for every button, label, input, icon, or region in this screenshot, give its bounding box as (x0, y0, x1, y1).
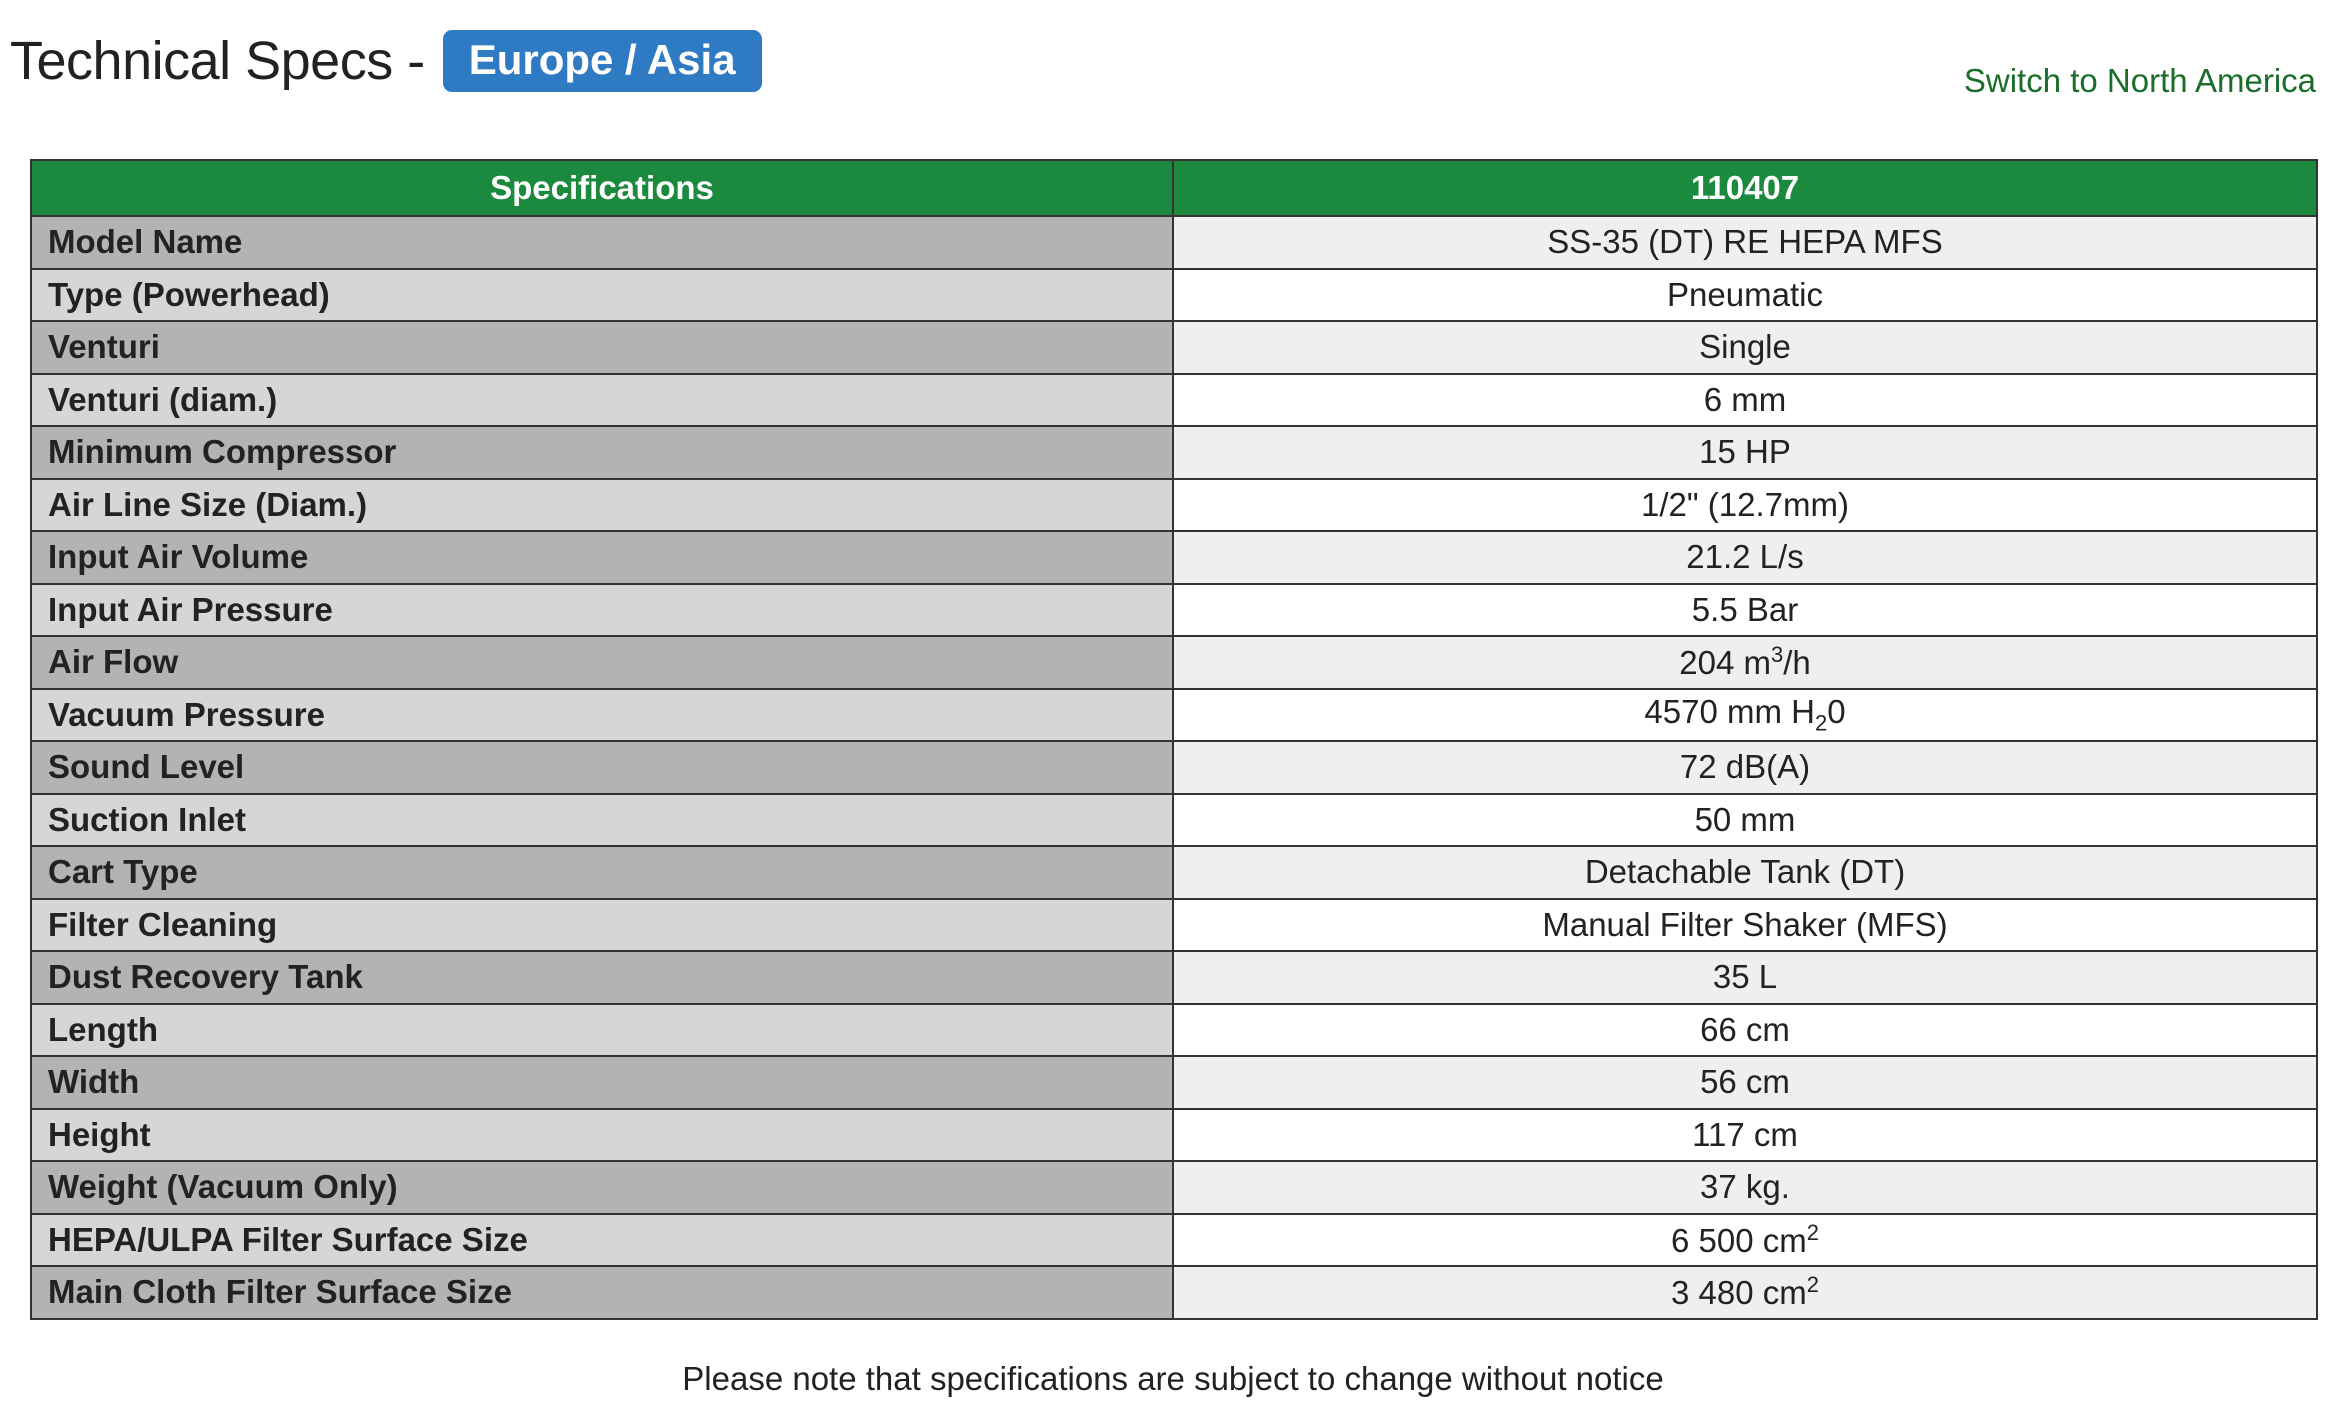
table-row (31, 1004, 2317, 1057)
spec-value-text: Manual Filter Shaker (MFS) (1542, 905, 1948, 943)
spec-label: Input Air Volume (31, 531, 1173, 584)
spec-label: Sound Level (31, 741, 1173, 794)
spec-value (1173, 1214, 2317, 1267)
spec-label: Vacuum Pressure (31, 689, 1173, 742)
spec-value-text: 66 cm (1700, 1010, 1790, 1048)
spec-value (1173, 374, 2317, 427)
spec-value-subscript: 2 (1814, 710, 1828, 736)
spec-value (1173, 899, 2317, 952)
spec-label: Air Flow (31, 636, 1173, 689)
table-row (31, 531, 2317, 584)
spec-label: Dust Recovery Tank (31, 951, 1173, 1004)
page-title: Technical Specs - (10, 31, 425, 91)
spec-value (1173, 321, 2317, 374)
spec-value-suffix: 0 (1827, 692, 1846, 730)
spec-value-text: 37 kg. (1700, 1168, 1790, 1206)
spec-value-text: 1/2" (12.7mm) (1641, 485, 1849, 523)
spec-label: Length (31, 1004, 1173, 1057)
spec-value-suffix: /h (1783, 644, 1811, 682)
spec-value-text: 72 dB(A) (1679, 748, 1811, 786)
spec-table-body (31, 216, 2317, 1319)
table-row (31, 794, 2317, 847)
spec-label: Suction Inlet (31, 794, 1173, 847)
spec-value (1173, 1056, 2317, 1109)
spec-value-text: 50 mm (1694, 800, 1796, 838)
spec-label: Filter Cleaning (31, 899, 1173, 952)
spec-value (1173, 846, 2317, 899)
spec-label: HEPA/ULPA Filter Surface Size (31, 1214, 1173, 1267)
spec-value-text: Detachable Tank (DT) (1584, 853, 1906, 891)
spec-value-text: 6 mm (1703, 380, 1787, 418)
table-row (31, 1056, 2317, 1109)
spec-label: Type (Powerhead) (31, 269, 1173, 322)
spec-value-text: 21.2 L/s (1686, 538, 1804, 576)
header (10, 30, 762, 92)
table-header-row (31, 160, 2317, 216)
spec-value-superscript: 3 (1770, 642, 1784, 668)
spec-label: Venturi (31, 321, 1173, 374)
region-badge: Europe / Asia (443, 30, 762, 92)
spec-label: Height (31, 1109, 1173, 1162)
spec-label: Main Cloth Filter Surface Size (31, 1266, 1173, 1319)
table-row (31, 846, 2317, 899)
table-row (31, 584, 2317, 637)
switch-region-link[interactable]: Switch to North America (1963, 62, 2316, 99)
spec-value-text: 5.5 Bar (1691, 590, 1799, 628)
spec-value-superscript: 2 (1806, 1219, 1819, 1245)
table-row (31, 636, 2317, 689)
spec-value-text: SS-35 (DT) RE HEPA MFS (1547, 223, 1943, 261)
table-row (31, 321, 2317, 374)
spec-value-text: 15 HP (1699, 433, 1791, 471)
spec-value-text: 117 cm (1692, 1115, 1798, 1153)
spec-label: Air Line Size (Diam.) (31, 479, 1173, 532)
spec-value (1173, 794, 2317, 847)
spec-value (1173, 531, 2317, 584)
spec-value-superscript: 2 (1806, 1272, 1819, 1298)
spec-value (1173, 741, 2317, 794)
table-row (31, 426, 2317, 479)
spec-value-text: 35 L (1712, 958, 1778, 996)
spec-value-text: 204 m (1679, 644, 1771, 682)
table-row (31, 1161, 2317, 1214)
spec-label: Width (31, 1056, 1173, 1109)
spec-label: Venturi (diam.) (31, 374, 1173, 427)
spec-label: Model Name (31, 216, 1173, 269)
spec-value (1173, 1109, 2317, 1162)
table-row (31, 1266, 2317, 1319)
spec-label: Minimum Compressor (31, 426, 1173, 479)
spec-value (1173, 1266, 2317, 1319)
spec-value (1173, 951, 2317, 1004)
table-row (31, 951, 2317, 1004)
table-row (31, 1214, 2317, 1267)
spec-label: Input Air Pressure (31, 584, 1173, 637)
table-row (31, 269, 2317, 322)
spec-value-text: 6 500 cm (1671, 1221, 1807, 1259)
spec-label: Cart Type (31, 846, 1173, 899)
spec-value (1173, 269, 2317, 322)
spec-value (1173, 1161, 2317, 1214)
footnote: Please note that specifications are subject to change without notice (682, 1360, 1664, 1397)
spec-value (1173, 1004, 2317, 1057)
spec-value-text: 3 480 cm (1671, 1274, 1807, 1312)
spec-table (30, 159, 2318, 1320)
spec-label: Weight (Vacuum Only) (31, 1161, 1173, 1214)
spec-value (1173, 426, 2317, 479)
spec-value (1173, 216, 2317, 269)
table-row (31, 216, 2317, 269)
spec-value-text: Single (1699, 328, 1791, 366)
table-row (31, 374, 2317, 427)
column-header-specifications: Specifications (31, 160, 1173, 216)
spec-value-text: 56 cm (1700, 1063, 1790, 1101)
table-row (31, 1109, 2317, 1162)
column-header-model: 110407 (1173, 160, 2317, 216)
table-row (31, 689, 2317, 742)
spec-value (1173, 636, 2317, 689)
spec-value (1173, 689, 2317, 742)
spec-value-text: 4570 mm H (1644, 692, 1815, 730)
spec-value-text: Pneumatic (1667, 275, 1823, 313)
spec-value (1173, 479, 2317, 532)
spec-value (1173, 584, 2317, 637)
table-row (31, 741, 2317, 794)
table-row (31, 479, 2317, 532)
table-row (31, 899, 2317, 952)
